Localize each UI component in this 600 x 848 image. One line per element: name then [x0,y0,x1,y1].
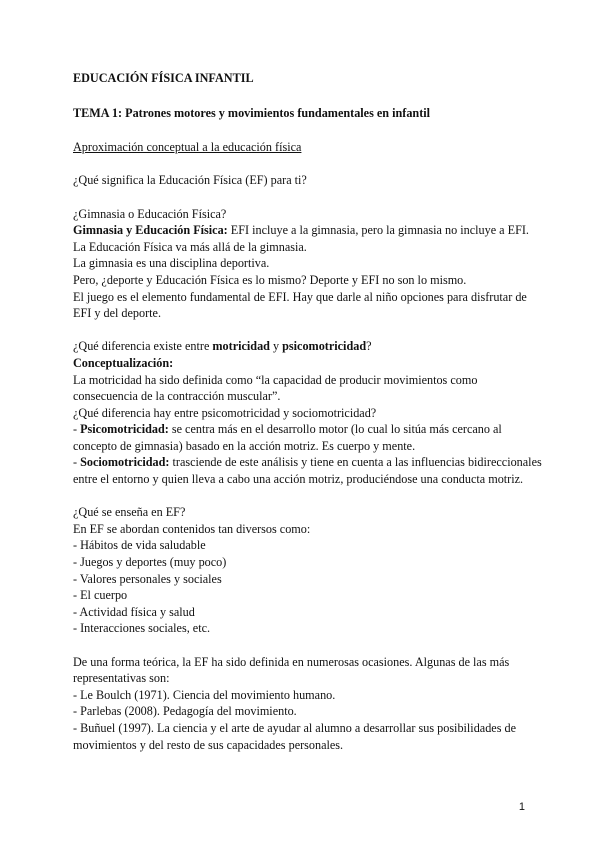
psychomotor-paragraph [73,421,543,454]
list-item: - Hábitos de vida saludable [73,538,206,553]
list-item: - Actividad física y salud [73,604,195,619]
document-body [73,70,543,753]
section-heading: Aproximación conceptual a la educación física [73,140,302,155]
list-item: - Juegos y deportes (muy poco) [73,555,227,570]
gymnastics-line-3: La gimnasia es una disciplina deportiva. [73,256,270,271]
question-3-post: ? [366,339,372,354]
sociomotor-text: trasciende de este análisis y tiene en cuenta a las influencias bidireccionales entre el entorno y quien lleva a cabo una acción motriz, produciéndose una conducta motriz. [73,455,542,487]
contents-intro: En EF se abordan contenidos tan diversos como: [73,521,311,536]
sociomotor-label: Sociomotricidad: [80,455,170,470]
question-3-motricidad: motricidad [212,339,270,354]
gymnastics-label: Gimnasia y Educación Física: [73,223,228,238]
page-number: 1 [518,801,525,813]
gymnastics-line-4: Pero, ¿deporte y Educación Física es lo mismo? Deporte y EFI no son lo mismo. [73,272,467,287]
gymnastics-line-2: La Educación Física va más allá de la gimnasia. [73,239,307,254]
question-2: ¿Gimnasia o Educación Física? [73,206,227,221]
definitions-intro: De una forma teórica, la EF ha sido definida en numerosas ocasiones. Algunas de las más representativas son: [73,654,510,686]
question-3-mid: y [269,339,283,354]
list-item: - Interacciones sociales, etc. [73,621,211,636]
definition-item: - Buñuel (1997). La ciencia y el arte de ayudar al alumno a desarrollar sus posibilidades de movimientos y del resto de sus capacidades personales. [73,720,516,752]
topic-heading: TEMA 1: Patrones motores y movimientos fundamentales en infantil [73,105,431,120]
concept-question: ¿Qué diferencia hay entre psicomotricidad y sociomotricidad? [73,405,377,420]
question-1: ¿Qué significa la Educación Física (EF) para ti? [73,173,307,188]
gymnastics-line-5: El juego es el elemento fundamental de EFI. Hay que darle al niño opciones para disfrutar de EFI y del deporte. [73,289,527,321]
sociomotor-paragraph [73,454,543,487]
definition-item: - Le Boulch (1971). Ciencia del movimiento humano. [73,687,336,702]
question-3 [73,338,543,355]
question-4: ¿Qué se enseña en EF? [73,505,186,520]
definition-item: - Parlebas (2008). Pedagogía del movimiento. [73,704,297,719]
sociomotor-prefix: - [73,455,81,470]
concept-text: La motricidad ha sido definida como “la capacidad de producir movimientos como consecuencia de la contracción muscular”. [73,372,478,404]
list-item: - Valores personales y sociales [73,571,222,586]
question-3-pre: ¿Qué diferencia existe entre [73,339,213,354]
list-item: - El cuerpo [73,588,128,603]
psychomotor-label: Psicomotricidad: [80,422,169,437]
gymnastics-text: EFI incluye a la gimnasia, pero la gimnasia no incluye a EFI. [227,223,529,238]
gymnastics-paragraph [73,222,543,239]
concept-label: Conceptualización: [73,355,174,370]
document-title: EDUCACIÓN FÍSICA INFANTIL [73,71,254,85]
question-3-psicomotricidad: psicomotricidad [282,339,367,354]
psychomotor-text: se centra más en el desarrollo motor (lo cual lo sitúa más cercano al concepto de gimnasia) basado en la acción motriz. Es cuerpo y mente. [73,422,502,453]
psychomotor-prefix: - [73,422,81,437]
